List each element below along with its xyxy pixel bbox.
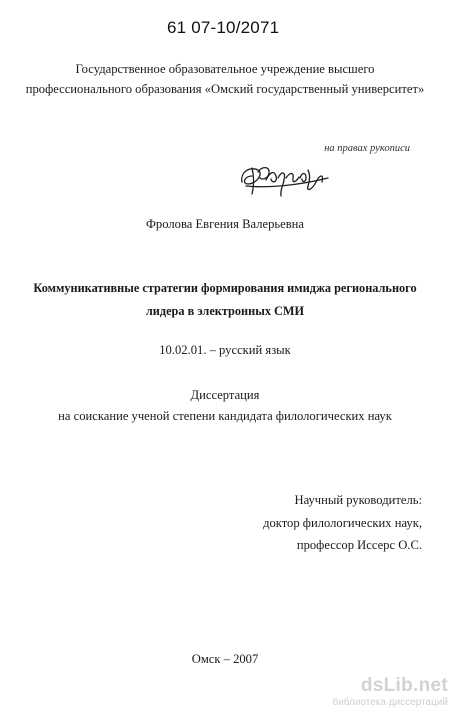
- institution-line-2: профессионального образования «Омский государственный университет»: [25, 82, 425, 96]
- watermark-subtitle: библиотека диссертаций: [332, 697, 448, 708]
- catalog-number: 61 07-10/2071: [167, 18, 280, 37]
- specialty-code: 10.02.01. – русский язык: [159, 343, 291, 357]
- degree-type: Диссертация: [190, 388, 260, 402]
- advisor-name: профессор Иссерс О.С.: [296, 538, 422, 552]
- signature-graphic: [236, 160, 336, 200]
- advisor-role: Научный руководитель:: [294, 493, 422, 507]
- place-and-year: Омск – 2007: [191, 652, 259, 666]
- dissertation-title: [0, 277, 450, 323]
- title-line-1: Коммуникативные стратегии формирования имиджа регионального: [33, 281, 417, 295]
- manuscript-note: на правах рукописи: [324, 143, 410, 154]
- author-name: Фролова Евгения Валерьевна: [145, 217, 304, 231]
- institution-line-1: Государственное образовательное учреждение высшего: [75, 62, 375, 76]
- institution-name: [0, 59, 450, 99]
- degree-purpose: на соискание ученой степени кандидата филологических наук: [58, 409, 392, 423]
- advisor-degree: доктор филологических наук,: [263, 515, 422, 530]
- title-line-2: лидера в электронных СМИ: [145, 304, 305, 318]
- degree-info: [0, 385, 450, 427]
- handwritten-signature: [236, 160, 336, 205]
- dslib-watermark: [330, 676, 448, 709]
- watermark-logo: dsLib.net: [360, 675, 448, 696]
- scientific-advisor: [252, 489, 422, 557]
